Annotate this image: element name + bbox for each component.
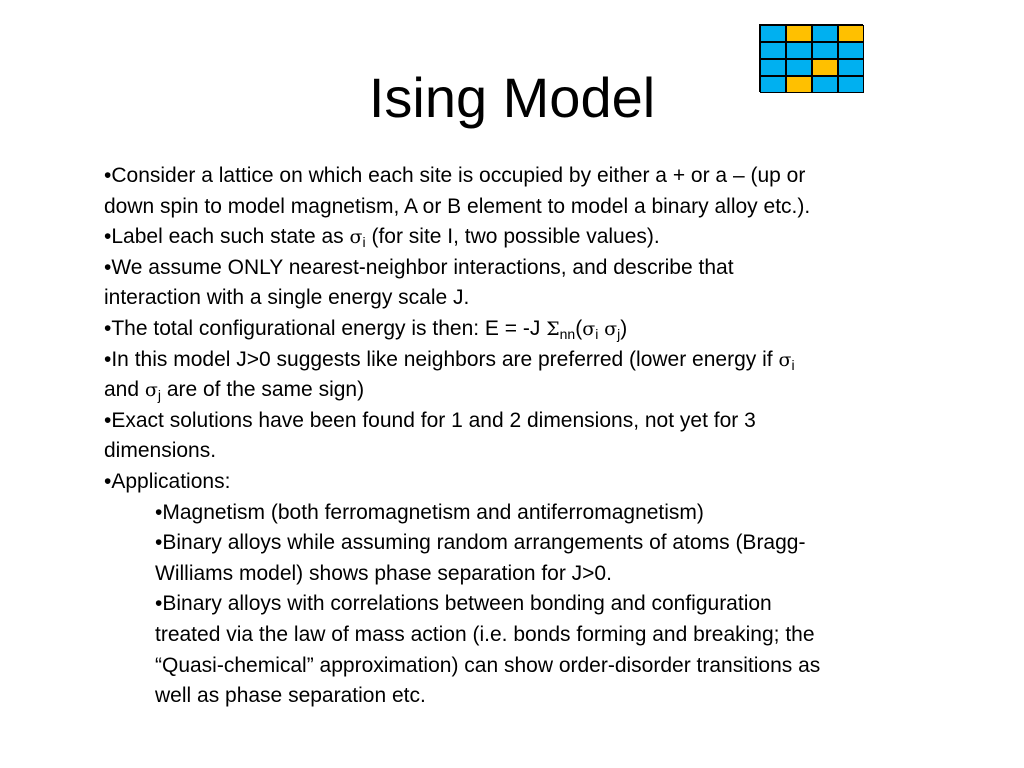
sub-bullet-magnetism: •Magnetism (both ferromagnetism and antiferromagnetism)	[155, 500, 704, 524]
lattice-cell-down	[838, 76, 864, 93]
sub-bullet-random-alloys-line-2: Williams model) shows phase separation for J>0.	[155, 561, 612, 585]
bullet-exact-solutions-line-1: •Exact solutions have been found for 1 and 2 dimensions, not yet for 3	[104, 408, 756, 432]
text: •Label each such state as	[104, 225, 350, 249]
bullet-lattice-line-1: •Consider a lattice on which each site is occupied by either a + or a – (up or	[104, 164, 806, 187]
sigma-symbol: σ	[144, 379, 158, 402]
subscript-i: i	[791, 356, 795, 373]
subscript-nn: nn	[559, 325, 576, 342]
text: •In this model J>0 suggests like neighbors are preferred (lower energy if	[104, 347, 779, 371]
text: •The total configurational energy is then: E = -J	[104, 316, 547, 340]
bullet-nearest-neighbor-line-2: interaction with a single energy scale J.	[104, 286, 470, 310]
sigma-symbol: σ	[582, 317, 596, 340]
lattice-cell-down	[838, 42, 864, 59]
subscript-j: j	[617, 325, 621, 342]
subscript-i: i	[595, 325, 599, 342]
bullet-exact-solutions-line-2: dimensions.	[104, 439, 217, 463]
subscript-j: j	[157, 387, 161, 404]
text: and	[104, 378, 145, 402]
lattice-cell-up	[786, 76, 812, 93]
lattice-cell-up	[786, 25, 812, 42]
text: are of the same sign)	[160, 378, 365, 402]
lattice-cell-down	[838, 59, 864, 76]
lattice-cell-down	[812, 42, 838, 59]
bullet-lattice-line-2: down spin to model magnetism, A or B element to model a binary alloy etc.).	[104, 194, 811, 218]
lattice-cell-down	[760, 76, 786, 93]
lattice-cell-down	[812, 76, 838, 93]
paren: )	[620, 316, 628, 340]
lattice-cell-up	[812, 59, 838, 76]
sub-bullet-correlated-alloys-line-4: well as phase separation etc.	[155, 684, 426, 708]
slide-title: Ising Model	[368, 66, 656, 129]
sub-bullet-correlated-alloys-line-1: •Binary alloys with correlations between bonding and configuration	[155, 592, 772, 616]
lattice-cell-down	[786, 59, 812, 76]
subscript-i: i	[362, 234, 366, 251]
sigma-symbol: σ	[778, 348, 792, 371]
paren: (	[575, 316, 583, 340]
sub-bullet-correlated-alloys-line-3: “Quasi-chemical” approximation) can show order-disorder transitions as	[155, 653, 821, 677]
text: (for site I, two possible values).	[365, 225, 660, 249]
lattice-cell-down	[760, 25, 786, 42]
bullet-j-positive-line-2	[104, 375, 984, 406]
lattice-cell-down	[812, 25, 838, 42]
sub-bullet-correlated-alloys-line-2: treated via the law of mass action (i.e. bonds forming and breaking; the	[155, 622, 815, 646]
bullet-applications: •Applications:	[104, 469, 231, 493]
bullet-nearest-neighbor-line-1: •We assume ONLY nearest-neighbor interactions, and describe that	[104, 255, 734, 279]
bullet-j-positive-line-1	[104, 345, 984, 376]
sigma-symbol: σ	[604, 317, 618, 340]
lattice-cell-down	[786, 42, 812, 59]
lattice-cell-down	[760, 59, 786, 76]
sigma-symbol: σ	[349, 226, 363, 249]
slide-body	[104, 161, 984, 712]
summation-symbol: Σ	[546, 317, 560, 340]
bullet-energy-formula	[104, 314, 984, 345]
lattice-cell-down	[760, 42, 786, 59]
spin-lattice-diagram	[759, 24, 863, 92]
bullet-label-state	[104, 222, 984, 253]
sub-bullet-random-alloys-line-1: •Binary alloys while assuming random arrangements of atoms (Bragg-	[155, 531, 806, 555]
lattice-cell-up	[838, 25, 864, 42]
